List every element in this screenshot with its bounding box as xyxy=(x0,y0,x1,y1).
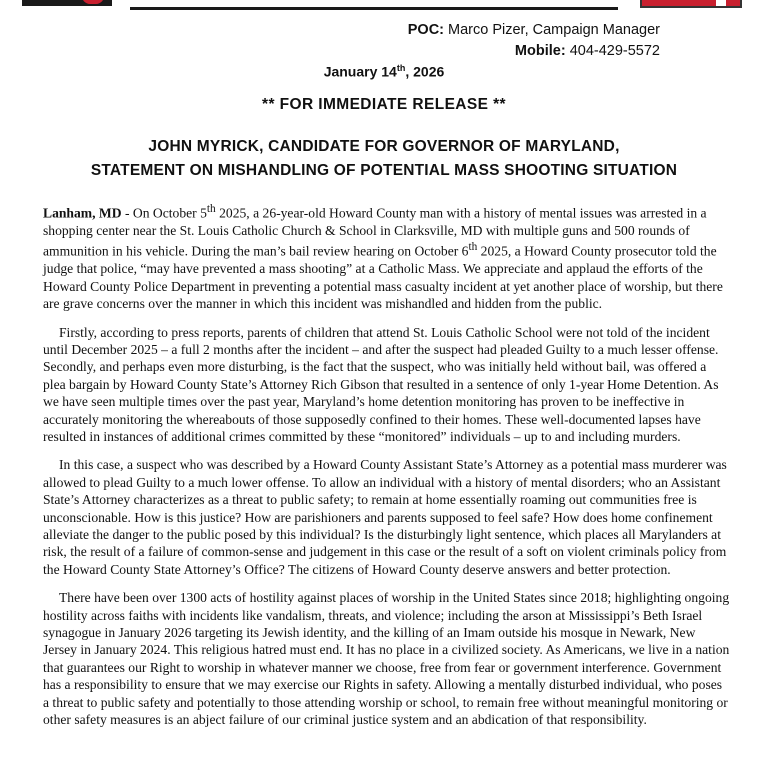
release-label: ** FOR IMMEDIATE RELEASE ** xyxy=(262,96,506,113)
poc-value: Marco Pizer, Campaign Manager xyxy=(448,22,660,38)
p1-sup-b: th xyxy=(468,241,478,254)
paragraph-1 xyxy=(43,201,731,313)
contact-block xyxy=(408,20,660,62)
mobile-value: 404-429-5572 xyxy=(569,43,660,59)
p1-sup-a: th xyxy=(206,203,216,215)
paragraph-2: Firstly, according to press reports, parents of children that attend St. Louis Catholic School were not told of the incident until December 2025 – a full 2 months after the incident – and after the suspect had pleaded Guilty to a much lesser offense. Secondly, and perhaps even more disturbing, is the fact that the suspect, who was initially held without bail, was offered a plea bargain by Howard County State’s Attorney Rich Gibson that resulted in a sentence of only 1-year Home Detention. As we have seen multiple times over the past year, Maryland’s home detention monitoring has proven to be ineffective in accurately monitoring the whereabouts of those supposedly confined to their homes. These well-documented lapses have resulted in instances of additional crimes committed by these “monitored” individuals – up to and including murders. xyxy=(43,324,719,444)
mobile-line xyxy=(408,41,660,62)
p1-part-b: 2025, a 26-year-old Howard County man with a history of mental issues was arrested in a shopping center near the St. Louis Catholic Church & School in Clarksville, MD with multiple guns and 500 rounds of ammunition in his vehicle. During the man’s bail review hearing on October 6 xyxy=(43,205,707,259)
press-release-body xyxy=(43,201,731,739)
date-year: , 2026 xyxy=(405,63,445,80)
p1-part-a: - On October 5 xyxy=(121,205,207,221)
headline-line-1: JOHN MYRICK, CANDIDATE FOR GOVERNOR OF MARYLAND, xyxy=(148,138,620,155)
header-rule xyxy=(130,7,618,10)
dateline: Lanham, MD xyxy=(43,205,122,221)
mobile-label: Mobile: xyxy=(514,43,566,59)
poc-label: POC: xyxy=(407,22,444,38)
campaign-logo-left xyxy=(22,0,112,6)
headline-line-2: STATEMENT ON MISHANDLING OF POTENTIAL MASS SHOOTING SITUATION xyxy=(90,162,678,179)
paragraph-4: There have been over 1300 acts of hostility against places of worship in the United States since 2018; highlighting ongoing hostility across faiths with incidents like vandalism, threats, and violence; including the arson at Mississippi’s Beth Israel synagogue in January 2026 targeting its Jewish identity, and the killing of an Imam outside his mosque in Newark, New Jersey in January 2024. This religious hatred must end. It has no place in a civilized society. As Americans, we live in a nation that guarantees our Right to worship in whatever manner we choose, free from fear or government interference. Government has a responsibility to ensure that we may exercise our Rights in safety. Allowing a mentally disturbed individual, who poses a threat to public safety and potentially to those attending worship or school, to remain free without meaningful monitoring or other safety measures is an abject failure of our criminal justice system and an abdication of that responsibility. xyxy=(43,590,730,728)
release-date xyxy=(0,63,768,80)
paragraph-3: In this case, a suspect who was described by a Howard County Assistant State’s Attorney as a potential mass murderer was allowed to plead Guilty to a much lower offense. To allow an individual with a history of mental disorders; who an Assistant State’s Attorney characterizes as a threat to public safety; to remain at home essentially roaming out communities free is unconscionable. How is this justice? How are parishioners and parents supposed to feel safe? How does home confinement alleviate the danger to the public posed by this individual? Is the disturbingly light sentence, which places all Marylanders at risk, the result of a failure of common-sense and judgement in this case or the result of a soft on violent criminals policy from the Howard County State Attorney’s Office? The citizens of Howard County deserve answers and better protection. xyxy=(43,457,727,577)
p1-part-c: 2025, a Howard County prosecutor told the judge that police, “may have prevented a mass shooting” at a Catholic Mass. We appreciate and applaud the efforts of the Howard County Police Department in preventing a potential mass casualty incident at yet another place of worship, but there are grave concerns over the manner in which this incident was mishandled and hidden from the public. xyxy=(43,243,723,312)
poc-line xyxy=(408,20,660,41)
campaign-logo-right xyxy=(640,0,742,8)
headline xyxy=(0,135,768,183)
date-prefix: January 14 xyxy=(323,63,397,80)
date-suffix: th xyxy=(396,63,406,73)
